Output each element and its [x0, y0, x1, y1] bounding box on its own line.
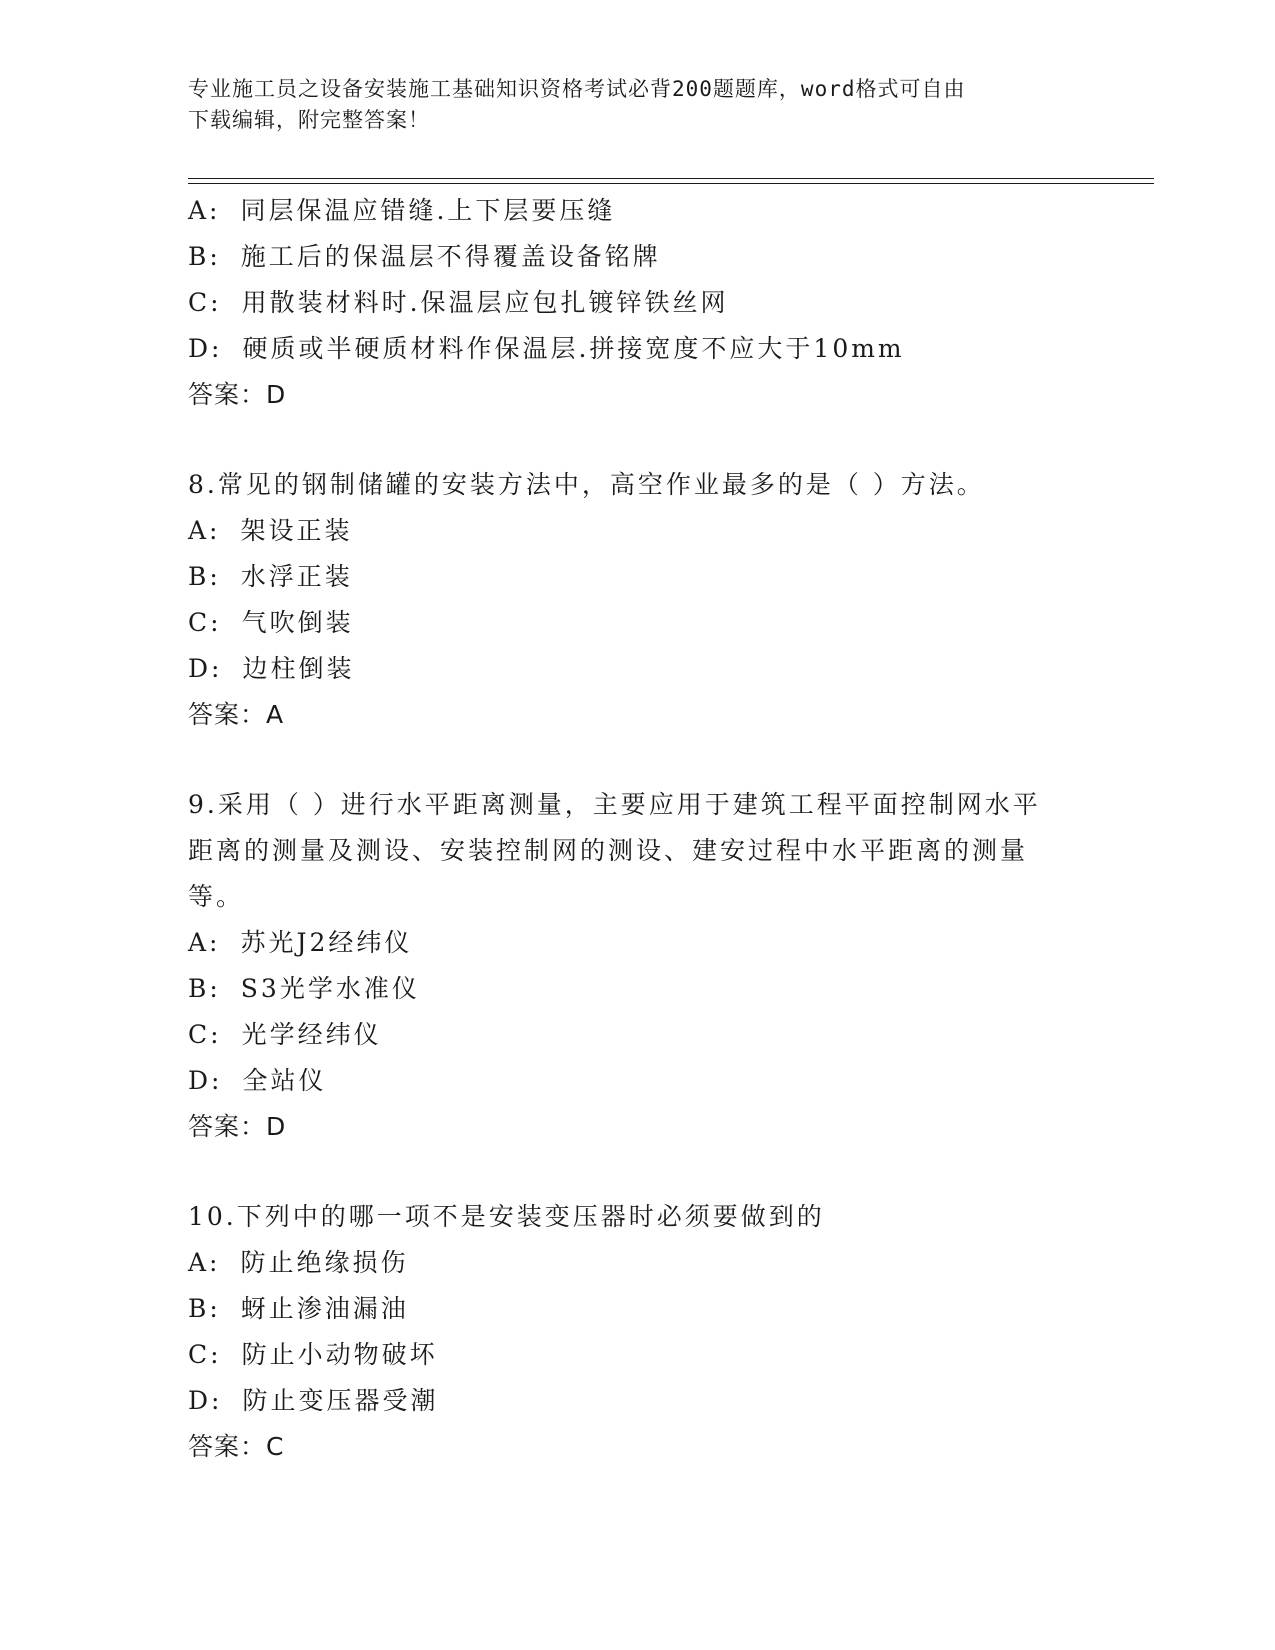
option-b — [188, 234, 1088, 280]
option-c — [188, 1332, 1088, 1378]
option-key: C: — [188, 1020, 222, 1049]
option-key: B: — [188, 562, 221, 591]
option-c — [188, 1012, 1088, 1058]
option-b — [188, 554, 1088, 600]
question-text-line-3: 等。 — [188, 882, 245, 911]
option-c — [188, 280, 1088, 326]
option-text: 水浮正装 — [240, 562, 353, 591]
option-b — [188, 1286, 1088, 1332]
option-text: 防止小动物破坏 — [241, 1340, 438, 1369]
answer-line: 答案：D — [188, 380, 287, 409]
option-key: A: — [188, 516, 221, 545]
question-9-block — [188, 782, 1088, 1150]
question-content — [188, 188, 1088, 1470]
option-text: 用散装材料时.保温层应包扎镀锌铁丝网 — [241, 288, 729, 317]
option-text: 苏光J2经纬仪 — [240, 928, 413, 957]
question-text: 10.下列中的哪一项不是安装变压器时必须要做到的 — [188, 1202, 825, 1231]
answer-line: 答案：D — [188, 1112, 287, 1141]
header-line-1: 专业施工员之设备安装施工基础知识资格考试必背200题题库，word格式可自由 — [188, 77, 966, 101]
option-a — [188, 920, 1088, 966]
question-10-block — [188, 1194, 1088, 1470]
option-b — [188, 966, 1088, 1012]
option-d — [188, 1058, 1088, 1104]
answer-line: 答案：A — [188, 700, 285, 729]
option-text: 气吹倒装 — [241, 608, 354, 637]
option-key: B: — [188, 1294, 221, 1323]
option-text: 施工后的保温层不得覆盖设备铭牌 — [240, 242, 661, 271]
question-text-line-1: 9.采用（ ）进行水平距离测量，主要应用于建筑工程平面控制网水平 — [188, 790, 1041, 819]
option-key: D: — [188, 654, 223, 683]
option-d — [188, 326, 1088, 372]
question-text: 8.常见的钢制储罐的安装方法中，高空作业最多的是（ ）方法。 — [188, 470, 985, 499]
document-header — [188, 74, 1088, 136]
option-key: C: — [188, 608, 222, 637]
option-a — [188, 188, 1088, 234]
header-line-2: 下载编辑，附完整答案！ — [188, 108, 430, 132]
question-text-line-2: 距离的测量及测设、安装控制网的测设、建安过程中水平距离的测量 — [188, 836, 1029, 865]
header-divider-bottom — [188, 183, 1154, 184]
option-text: 防止绝缘损伤 — [240, 1248, 409, 1277]
option-text: 边柱倒装 — [242, 654, 355, 683]
header-divider-top — [188, 178, 1154, 179]
option-a — [188, 508, 1088, 554]
question-7-block — [188, 188, 1088, 418]
option-key: A: — [188, 196, 221, 225]
option-text: 防止变压器受潮 — [242, 1386, 439, 1415]
question-8-block — [188, 462, 1088, 738]
option-key: C: — [188, 1340, 222, 1369]
option-text: 全站仪 — [242, 1066, 327, 1095]
option-key: D: — [188, 1386, 223, 1415]
option-c — [188, 600, 1088, 646]
option-key: D: — [188, 334, 223, 363]
option-a — [188, 1240, 1088, 1286]
option-key: D: — [188, 1066, 223, 1095]
option-text: S3光学水准仪 — [240, 974, 420, 1003]
option-key: A: — [188, 1248, 221, 1277]
option-text: 同层保温应错缝.上下层要压缝 — [240, 196, 616, 225]
option-d — [188, 1378, 1088, 1424]
option-text: 光学经纬仪 — [241, 1020, 382, 1049]
option-text: 架设正装 — [240, 516, 353, 545]
option-key: A: — [188, 928, 221, 957]
option-d — [188, 646, 1088, 692]
option-key: B: — [188, 242, 221, 271]
option-text: 硬质或半硬质材料作保温层.拼接宽度不应大于10mm — [242, 334, 905, 363]
option-key: C: — [188, 288, 222, 317]
option-key: B: — [188, 974, 221, 1003]
option-text: 蚜止渗油漏油 — [240, 1294, 409, 1323]
answer-line: 答案：C — [188, 1432, 285, 1461]
